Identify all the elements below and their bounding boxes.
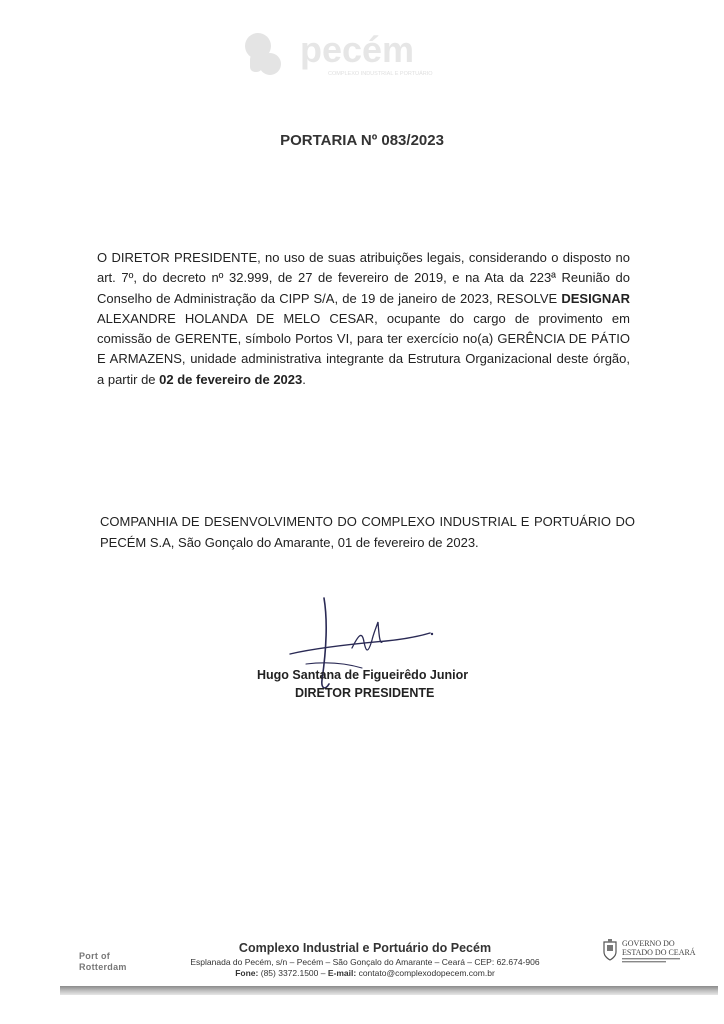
port-of-rotterdam-logo bbox=[79, 951, 127, 973]
footer-bar bbox=[60, 986, 718, 995]
logo-text: pecém bbox=[300, 29, 415, 70]
body-bold-designar: DESIGNAR bbox=[561, 290, 630, 306]
gov-line-1: GOVERNO DO bbox=[622, 939, 675, 948]
phone-label: Fone: bbox=[235, 968, 259, 978]
ceara-crest-icon bbox=[602, 938, 618, 962]
gov-subtext-lines bbox=[622, 958, 684, 964]
footer-address: Esplanada do Pecém, s/n – Pecém – São Gonçalo do Amarante – Ceará – CEP: 62.674-906 bbox=[190, 957, 540, 967]
signer-name: Hugo Santana de Figueirêdo Junior bbox=[257, 668, 469, 682]
phone-number: (85) 3372.1500 bbox=[260, 968, 319, 978]
gov-text bbox=[622, 939, 696, 957]
email-address: contato@complexodopecem.com.br bbox=[358, 968, 495, 978]
footer-contact: Fone: (85) 3372.1500 – E-mail: contato@complexodopecem.com.br bbox=[235, 968, 495, 978]
rotterdam-line-2: Rotterdam bbox=[79, 962, 127, 972]
signer-role: DIRETOR PRESIDENTE bbox=[295, 686, 435, 700]
governo-ceara-logo bbox=[602, 938, 696, 968]
rotterdam-line-1: Port of bbox=[79, 951, 111, 961]
logo-tagline: COMPLEXO INDUSTRIAL E PORTUÁRIO bbox=[328, 71, 433, 77]
pecem-logo-icon bbox=[245, 33, 281, 75]
document-title: PORTARIA Nº 083/2023 bbox=[280, 132, 444, 149]
body-text-part-1: O DIRETOR PRESIDENTE, no uso de suas atribuições legais, considerando o disposto no art. 7º, do decreto nº 32.999, de 27 de fevereiro de 2019, e na Ata da 223ª Reunião do Conselho de Administração da CIPP S/A, de 19 de janeiro de 2023, RESOLVE bbox=[97, 250, 630, 306]
pecem-logo-watermark bbox=[236, 24, 486, 84]
gov-line-2: ESTADO DO CEARÁ bbox=[622, 948, 696, 957]
closing-paragraph: COMPANHIA DE DESENVOLVIMENTO DO COMPLEXO INDUSTRIAL E PORTUÁRIO DO PECÉM S.A, São Gonçalo do Amarante, 01 de fevereiro de 2023. bbox=[100, 514, 635, 550]
email-label: E-mail: bbox=[327, 968, 357, 978]
body-bold-date: 02 de fevereiro de 2023 bbox=[159, 371, 303, 387]
body-text-part-2: ALEXANDRE HOLANDA DE MELO CESAR, ocupante do cargo de provimento em comissão de GERENTE, símbolo Portos VI, para ter exercício no(a) GERÊNCIA DE PÁTIO E ARMAZENS, unidade administrativa integrante da Estrutura Organizacional deste órgão, a partir de bbox=[97, 310, 630, 387]
footer-info bbox=[150, 941, 580, 978]
document-body bbox=[97, 248, 630, 390]
body-text-part-3: . bbox=[302, 371, 306, 387]
footer-title: Complexo Industrial e Portuário do Pecém bbox=[238, 941, 492, 955]
